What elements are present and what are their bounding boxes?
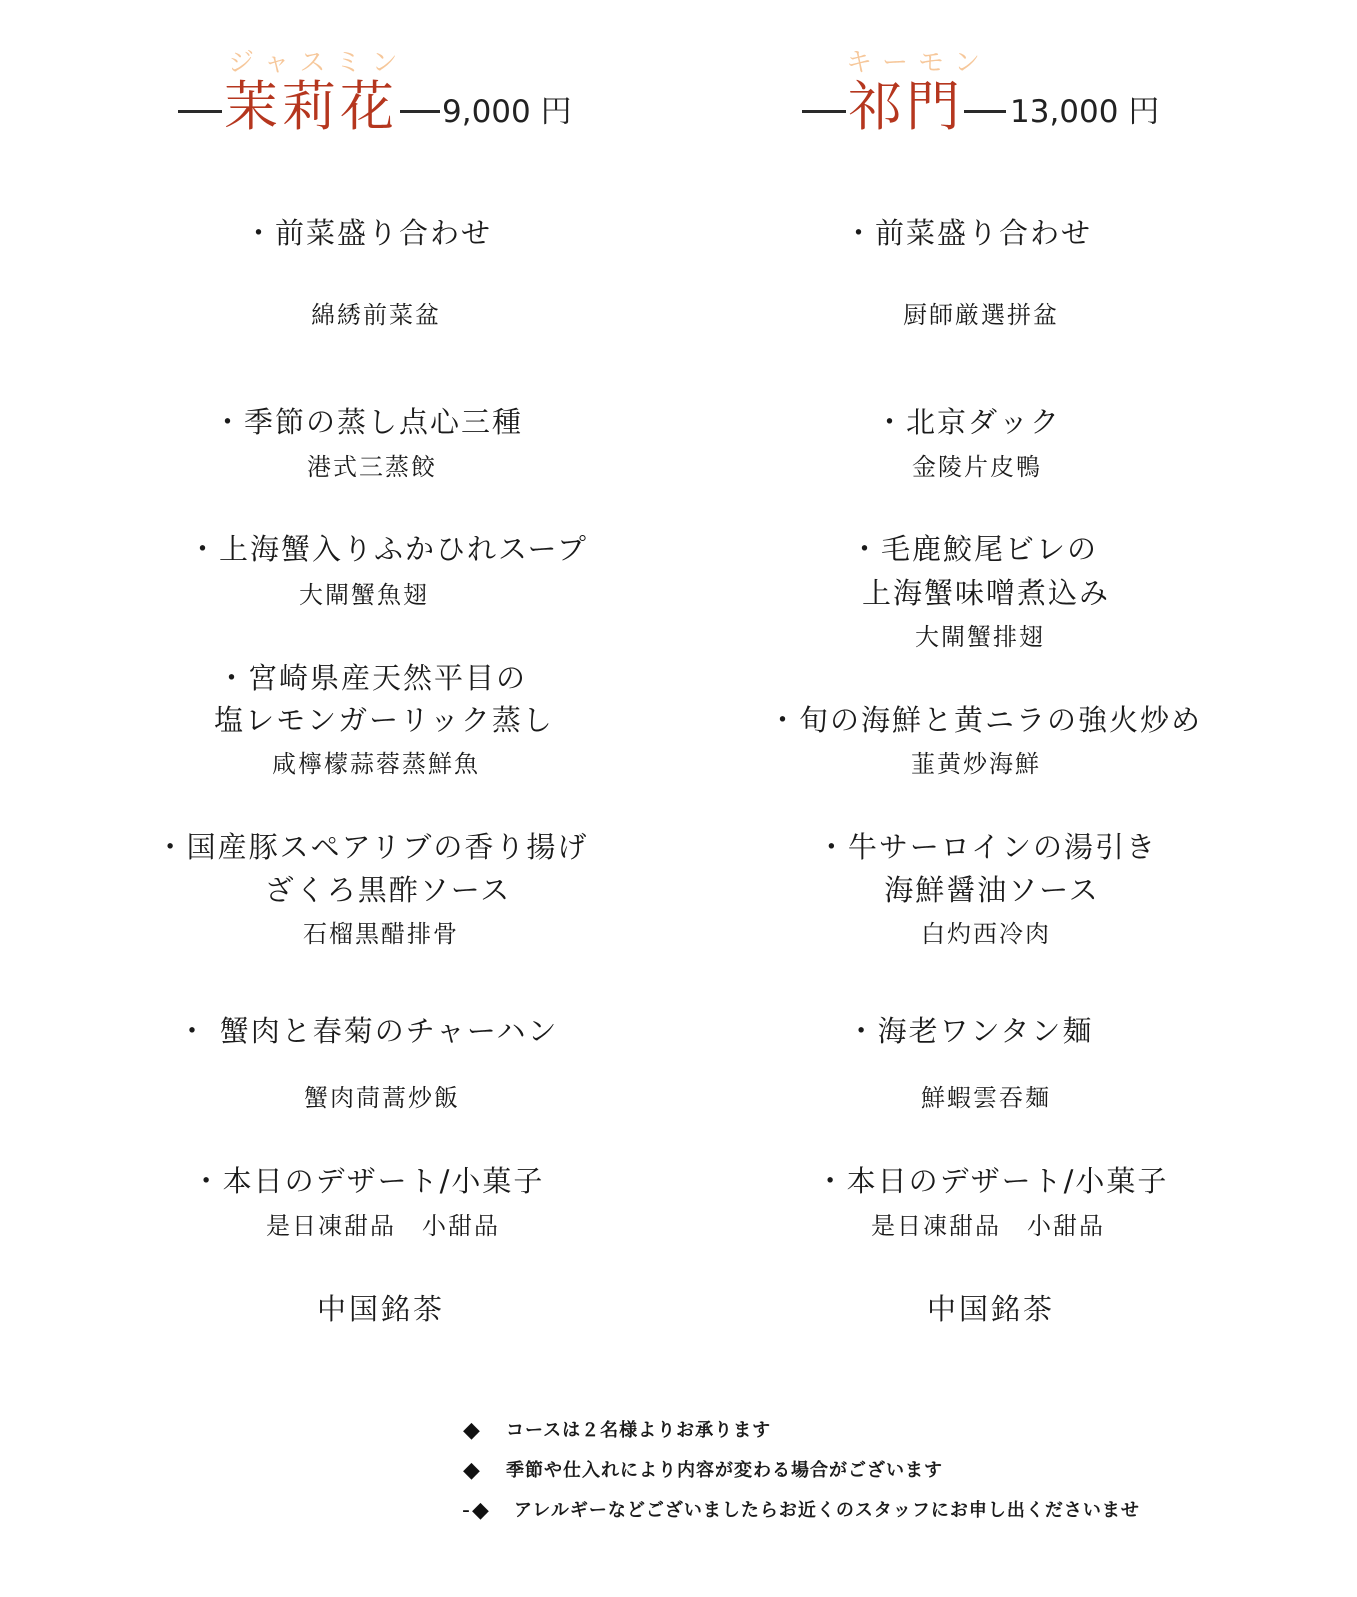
note-3-bullet: ◆	[472, 1498, 489, 1523]
course-1-item-6-cn: 蟹肉茼蒿炒飯	[304, 1084, 460, 1112]
course-1-item-3-cn: 大閘蟹魚翅	[299, 581, 429, 609]
course-2-tea: 中国銘茶	[926, 1292, 1056, 1326]
note-1-bullet: ◆	[463, 1418, 480, 1443]
course-2-item-4-cn: 韮黄炒海鮮	[911, 750, 1041, 778]
course-2-item-5-jp-line-2: 海鮮醤油ソース	[884, 873, 1100, 907]
note-3-text: アレルギーなどございましたらお近くのスタッフにお申し出くださいませ	[514, 1500, 1140, 1521]
course-2-item-4-jp: ・旬の海鮮と黄ニラの強火炒め	[767, 703, 1203, 737]
course-2-header	[680, 0, 1357, 160]
course-2-ruby: キーモン	[846, 48, 991, 78]
course-1-item-2-cn: 港式三蒸餃	[307, 453, 437, 481]
course-2-item-1-cn: 厨師厳選拼盆	[903, 301, 1059, 329]
course-2-item-5-jp-line-1: ・牛サーロインの湯引き	[816, 830, 1158, 864]
course-2-dash-right	[964, 110, 1006, 113]
course-2-item-1-jp: ・前菜盛り合わせ	[843, 216, 1093, 250]
course-2-item-6-jp: ・海老ワンタン麺	[846, 1014, 1094, 1048]
course-1-tea: 中国銘茶	[316, 1292, 446, 1326]
course-1-item-2-jp: ・季節の蒸し点心三種	[212, 405, 524, 439]
course-1-dash-left	[178, 110, 222, 113]
course-2-item-7-jp: ・本日のデザート/小菓子	[815, 1164, 1169, 1198]
course-2-name: 祁門	[848, 75, 964, 138]
course-1-item-7-cn: 是日凍甜品 小甜品	[266, 1212, 500, 1240]
course-2-dash-left	[802, 110, 846, 113]
course-1-item-7-jp: ・本日のデザート/小菓子	[191, 1164, 545, 1198]
course-1-item-4-jp-line-1: ・宮崎県産天然平目の	[216, 661, 528, 695]
course-1-item-3-jp: ・上海蟹入りふかひれスープ	[187, 532, 589, 566]
course-2-price: 13,000 円	[1010, 94, 1160, 130]
note-2-text: 季節や仕入れにより内容が変わる場合がございます	[506, 1460, 943, 1481]
note-1-text: コースは２名様よりお承ります	[506, 1420, 772, 1441]
course-1-item-5-jp-line-2: ざくろ黒酢ソース	[264, 873, 512, 907]
course-1-dash-right	[400, 110, 440, 113]
course-1-ruby: ジャスミン	[228, 48, 408, 78]
course-2-item-2-cn: 金陵片皮鴨	[912, 453, 1042, 481]
course-1-name: 茉莉花	[224, 75, 398, 138]
course-2-item-6-cn: 鮮蝦雲吞麺	[921, 1084, 1051, 1112]
course-2-item-7-cn: 是日凍甜品 小甜品	[871, 1212, 1105, 1240]
course-2-item-5-cn: 白灼西冷肉	[921, 920, 1051, 948]
note-2-bullet: ◆	[463, 1458, 480, 1483]
course-1-item-4-jp-line-2: 塩レモンガーリック蒸し	[214, 703, 554, 737]
course-1-item-6-jp: ・ 蟹肉と春菊のチャーハン	[177, 1014, 559, 1048]
course-2-item-2-jp: ・北京ダック	[874, 405, 1062, 439]
course-1-item-1-cn: 綿綉前菜盆	[311, 301, 441, 329]
course-1-item-5-jp-line-1: ・国産豚スペアリブの香り揚げ	[155, 830, 589, 864]
course-2-item-3-jp-line-1: ・毛鹿鮫尾ビレの	[849, 532, 1099, 566]
note-3-prefix: -	[462, 1498, 470, 1523]
course-2-item-3-jp-line-2: 上海蟹味噌煮込み	[861, 576, 1111, 610]
course-1-item-4-cn: 咸檸檬蒜蓉蒸鮮魚	[272, 750, 480, 778]
course-1-header	[0, 0, 680, 160]
course-1-item-1-jp: ・前菜盛り合わせ	[243, 216, 493, 250]
course-1-item-5-cn: 石榴黒醋排骨	[303, 920, 459, 948]
course-1-price: 9,000 円	[442, 94, 572, 130]
course-2-item-3-cn: 大閘蟹排翅	[915, 623, 1045, 651]
